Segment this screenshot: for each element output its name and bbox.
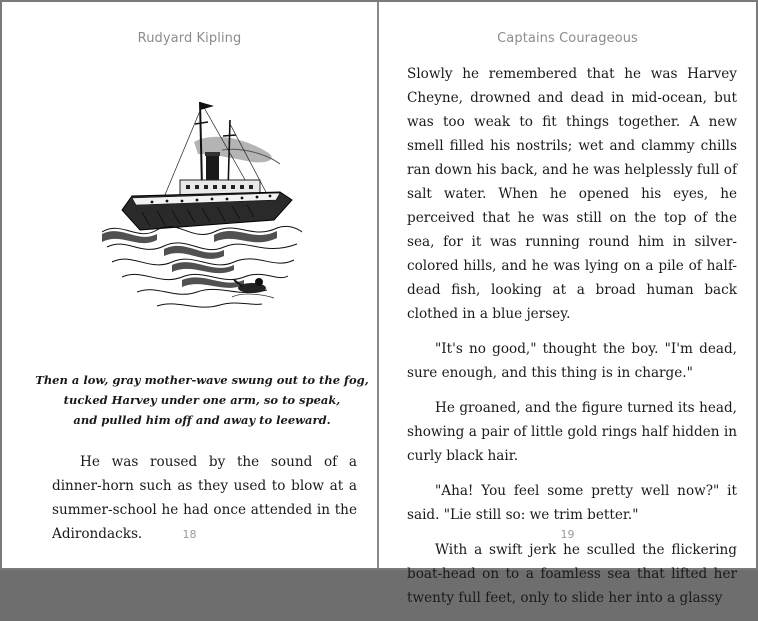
right-page[interactable]: [379, 2, 756, 606]
body-paragraph: He was roused by the sound of a dinner-horn such as they used to blow at a summer-school he had once attended in the Adirondacks.: [52, 454, 357, 542]
caption-line: Then a low, gray mother-wave swung out to the fog,: [35, 373, 369, 387]
caption-line: tucked Harvey under one arm, so to speak,: [63, 393, 341, 407]
body-paragraph: Slowly he remembered that he was Harvey Cheyne, drowned and dead in mid-ocean, but was too weak to fit things together. A new smell filled his nostrils; wet and clammy chills ran down his back, and he was helplessly full of salt water. When he opened his eyes, he perceived that he was still on the top of the sea, for it was running round him in silver-colored hills, and he was lying on a pile of half-dead fish, looking at a broad human back clothed in a blue jersey.: [407, 66, 737, 322]
running-head-author: Rudyard Kipling: [137, 31, 242, 46]
body-paragraph: With a swift jerk he sculled the flickering boat-head on to a foamless sea that lifted her twenty full feet, only to slide her into a glassy: [407, 542, 737, 606]
page-number: 19: [560, 528, 575, 541]
page-number: 18: [182, 528, 197, 541]
illustration-caption: [32, 370, 372, 430]
body-paragraph: "Aha! You feel some pretty well now?" it said. "Lie still so: we trim better.": [407, 483, 737, 523]
body-paragraph: "It's no good," thought the boy. "I'm dead, sure enough, and this thing is in charge.": [407, 341, 737, 381]
caption-line: and pulled him off and away to leeward.: [73, 413, 331, 427]
left-page[interactable]: [2, 2, 377, 568]
running-head-title: Captains Courageous: [497, 31, 638, 46]
body-paragraph: He groaned, and the figure turned its head, showing a pair of little gold rings half hidden in curly black hair.: [407, 400, 737, 464]
steamship-engraving-icon: [102, 92, 302, 347]
